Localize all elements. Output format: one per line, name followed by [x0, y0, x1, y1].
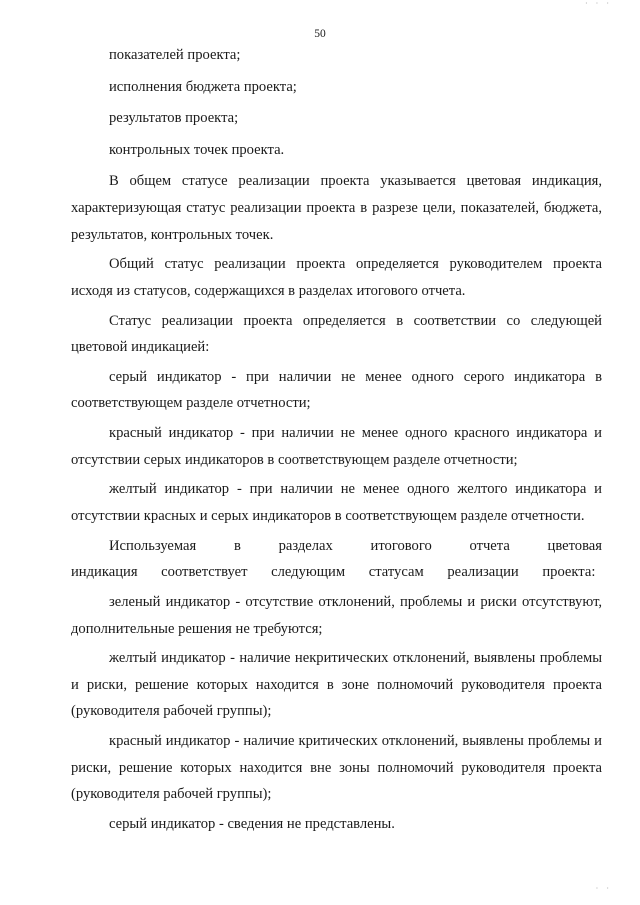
paragraph-green-status: зеленый индикатор - отсутствие отклонений, проблемы и риски отсутствуют, дополнительные решения не требуются;	[71, 593, 602, 637]
paragraph-grey-indicator-rule: серый индикатор - при наличии не менее одного серого индикатора в соответствующем разделе отчетности;	[71, 368, 602, 412]
paragraph-grey-status: серый индикатор - сведения не представлены.	[109, 815, 395, 832]
paragraph-general-status: В общем статусе реализации проекта указывается цветовая индикация, характеризующая статус реализации проекта в разрезе цели, показателей, бюджета, результатов, контрольных точек.	[71, 173, 602, 243]
paragraph-yellow-indicator-rule: желтый индикатор - при наличии не менее одного желтого индикатора и отсутствии красных и серых индикаторов в соответствующем разделе отчетности.	[71, 481, 602, 524]
list-item-budget: исполнения бюджета проекта;	[109, 78, 297, 95]
document-body	[71, 42, 602, 843]
list-item-checkpoints: контрольных точек проекта.	[109, 141, 285, 158]
paragraph-red-indicator-rule: красный индикатор - при наличии не менее одного красного индикатора и отсутствии серых индикаторов в соответствующем разделе отчетности;	[71, 425, 602, 468]
paragraph-red-status: красный индикатор - наличие критических отклонений, выявлены проблемы и риски, решение которых находится вне зоны полномочий руководителя проекта (руководителя рабочей группы);	[71, 733, 602, 803]
paragraph-status-owner: Общий статус реализации проекта определяется руководителем проекта исходя из статусов, содержащихся в разделах итогового отчета.	[71, 256, 602, 299]
page-number: 50	[314, 28, 326, 40]
scan-artifact-bottom: · ·	[595, 884, 612, 893]
scan-artifact-top: · · ·	[585, 0, 612, 8]
paragraph-status-rule: Статус реализации проекта определяется в соответствии со следующей цветовой индикацией:	[71, 312, 602, 356]
list-item-results: результатов проекта;	[109, 110, 239, 127]
list-item-indicators: показателей проекта;	[109, 47, 241, 63]
paragraph-indication-mapping: Используемая в разделах итогового отчета цветовая индикация соответствует следующим статусам реализации проекта:	[71, 537, 602, 581]
paragraph-yellow-status: желтый индикатор - наличие некритических отклонений, выявлены проблемы и риски, решение которых находится в зоне полномочий руководителя проекта (руководителя рабочей группы);	[71, 650, 602, 720]
